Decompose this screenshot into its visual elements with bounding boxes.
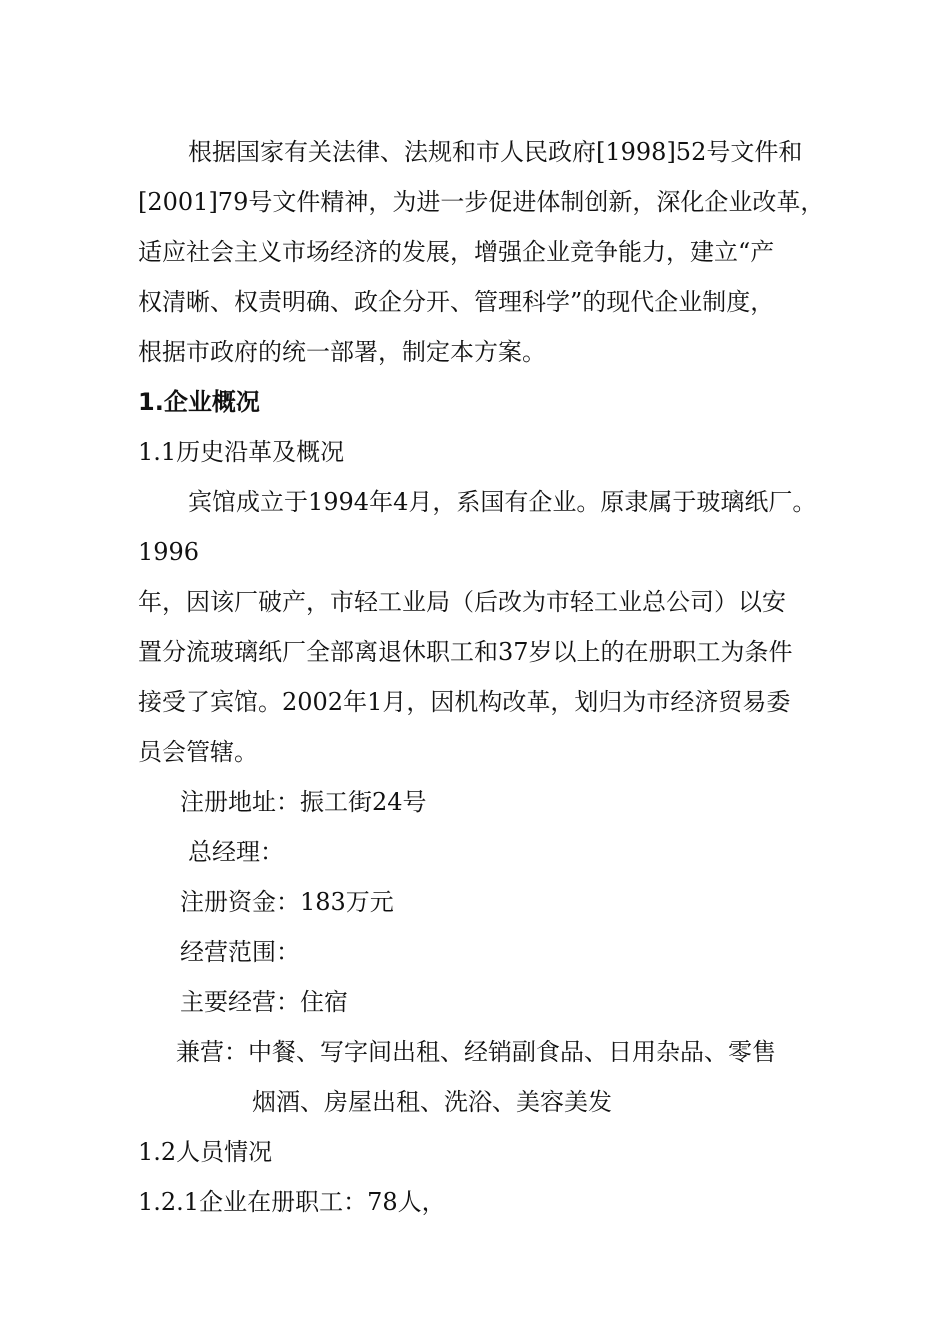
history-line-2: 1996	[138, 538, 200, 566]
history-line-3: 年，因该厂破产，市轻工业局（后改为市轻工业总公司）以安	[138, 588, 786, 616]
intro-line-3: 适应社会主义市场经济的发展，增强企业竞争能力，建立“产	[138, 238, 775, 266]
general-manager: 总经理：	[188, 838, 284, 866]
section-1-heading: 1.企业概况	[138, 388, 260, 416]
side-business-line-2: 烟酒、房屋出租、洗浴、美容美发	[252, 1088, 612, 1116]
history-line-4: 置分流玻璃纸厂全部离退休职工和37岁以上的在册职工为条件	[138, 638, 793, 666]
section-1-2-heading: 1.2人员情况	[138, 1138, 273, 1166]
registered-capital: 注册资金：183万元	[180, 888, 394, 916]
staff-count: 1.2.1企业在册职工：78人，	[138, 1188, 446, 1216]
intro-line-2: [2001]79号文件精神，为进一步促进体制创新，深化企业改革，	[138, 188, 825, 216]
intro-line-5: 根据市政府的统一部署，制定本方案。	[138, 338, 546, 366]
business-scope: 经营范围：	[180, 938, 300, 966]
main-business: 主要经营：住宿	[180, 988, 348, 1016]
intro-line-1: 根据国家有关法律、法规和市人民政府[1998]52号文件和	[188, 138, 803, 166]
side-business-line-1: 兼营：中餐、写字间出租、经销副食品、日用杂品、零售	[176, 1038, 776, 1066]
registered-address: 注册地址：振工街24号	[180, 788, 427, 816]
history-line-1: 宾馆成立于1994年4月，系国有企业。原隶属于玻璃纸厂。	[188, 488, 817, 516]
intro-line-4: 权清晰、权责明确、政企分开、管理科学”的现代企业制度，	[138, 288, 775, 316]
history-line-6: 员会管辖。	[138, 738, 258, 766]
history-line-5: 接受了宾馆。2002年1月，因机构改革，划归为市经济贸易委	[138, 688, 791, 716]
section-1-1-heading: 1.1历史沿革及概况	[138, 438, 345, 466]
